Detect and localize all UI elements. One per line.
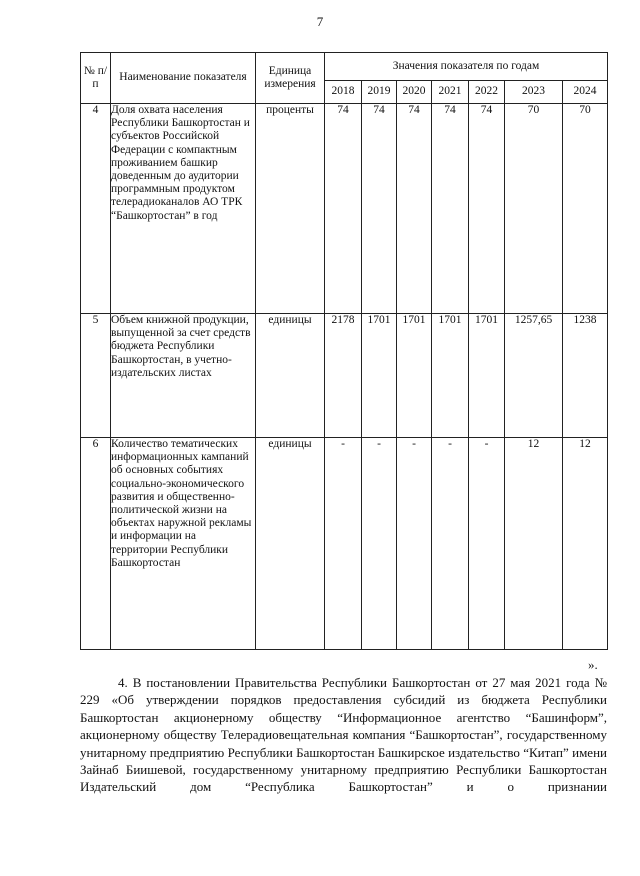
row-value: 74 xyxy=(397,104,432,314)
row-name: Количество тематических информационных кампаний об основных событиях социально-экономического развития и общественно-политической жизни на объектах наружной рекламы и информации на территории Республики Башкортостан xyxy=(111,438,256,650)
row-value: 12 xyxy=(505,438,563,650)
header-year: 2019 xyxy=(362,81,397,104)
header-num: № п/п xyxy=(81,53,111,104)
row-unit: единицы xyxy=(256,314,325,438)
row-value: - xyxy=(362,438,397,650)
row-value: 74 xyxy=(432,104,469,314)
row-value: 70 xyxy=(505,104,563,314)
row-value: 74 xyxy=(469,104,505,314)
row-value: 1238 xyxy=(563,314,608,438)
row-value: - xyxy=(325,438,362,650)
table-row xyxy=(81,104,608,314)
header-unit: Единица измерения xyxy=(256,53,325,104)
header-year: 2020 xyxy=(397,81,432,104)
row-name: Доля охвата населения Республики Башкортостан и субъектов Российской Федерации с компактным проживанием башкир доведенным до аудитории программным продуктом телерадиоканалов АО ТРК “Башкортостан” в год xyxy=(111,104,256,314)
row-value: 1701 xyxy=(362,314,397,438)
header-year: 2021 xyxy=(432,81,469,104)
row-value: 74 xyxy=(362,104,397,314)
header-year: 2022 xyxy=(469,81,505,104)
row-num: 5 xyxy=(81,314,111,438)
table-row xyxy=(81,314,608,438)
table-row xyxy=(81,438,608,650)
row-value: 1257,65 xyxy=(505,314,563,438)
header-values: Значения показателя по годам xyxy=(325,53,608,81)
body-paragraph: 4. В постановлении Правительства Республики Башкортостан от 27 мая 2021 года № 229 «Об утверждении порядков предоставления субсидий из бюджета Республики Башкортостан акционерному обществу “Информационное агентство “Башинформ”, акционерному обществу Телерадиовещательная компания “Башкортостан”, государственному унитарному предприятию Республики Башкортостан Башкирское издательство “Китап” имени Зайнаб Биишевой, государственному унитарному предприятию Республики Башкортостан Издательский дом “Республика Башкортостан” и о признании xyxy=(80,675,607,795)
row-value: 1701 xyxy=(432,314,469,438)
table-closing-quote: ». xyxy=(588,657,598,672)
row-value: 2178 xyxy=(325,314,362,438)
row-value: 1701 xyxy=(397,314,432,438)
header-year: 2023 xyxy=(505,81,563,104)
row-name: Объем книжной продукции, выпущенной за счет средств бюджета Республики Башкортостан, в учетно-издательских листах xyxy=(111,314,256,438)
row-num: 4 xyxy=(81,104,111,314)
row-unit: проценты xyxy=(256,104,325,314)
row-value: 12 xyxy=(563,438,608,650)
header-year: 2024 xyxy=(563,81,608,104)
row-value: 74 xyxy=(325,104,362,314)
row-value: - xyxy=(469,438,505,650)
page-number: 7 xyxy=(316,14,324,29)
indicators-table xyxy=(80,52,608,650)
header-name: Наименование показателя xyxy=(111,53,256,104)
row-value: - xyxy=(397,438,432,650)
row-value: 1701 xyxy=(469,314,505,438)
row-unit: единицы xyxy=(256,438,325,650)
row-value: 70 xyxy=(563,104,608,314)
header-year: 2018 xyxy=(325,81,362,104)
row-num: 6 xyxy=(81,438,111,650)
row-value: - xyxy=(432,438,469,650)
